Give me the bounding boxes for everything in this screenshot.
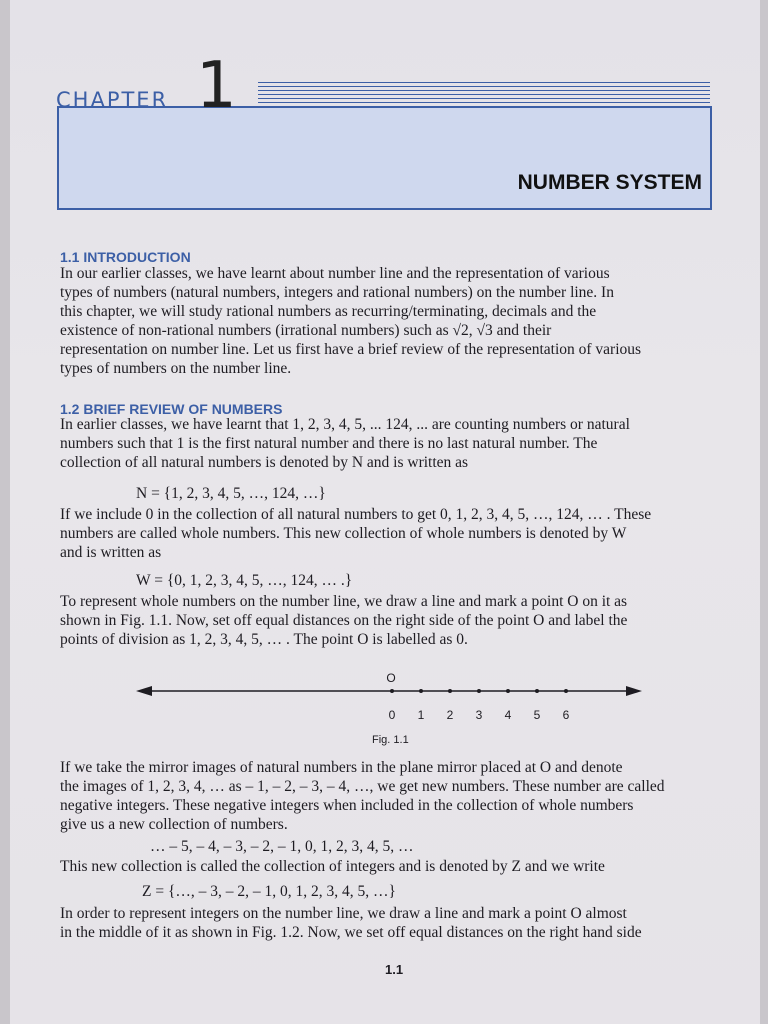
paragraph-line: This new collection is called the collection of integers and is denoted by Z and we write bbox=[60, 858, 605, 875]
integers-paragraph bbox=[60, 857, 716, 876]
paragraph-line: in the middle of it as shown in Fig. 1.2. Now, we set off equal distances on the right hand side bbox=[60, 924, 642, 941]
paragraph-line: this chapter, we will study rational numbers as recurring/terminating, decimals and the bbox=[60, 303, 597, 320]
tick-mark bbox=[390, 689, 394, 693]
tick-label: 5 bbox=[533, 708, 541, 722]
integer-representation-paragraph bbox=[60, 904, 716, 942]
left-arrowhead bbox=[136, 686, 152, 696]
paragraph-line: In earlier classes, we have learnt that 1, 2, 3, 4, 5, ... 124, ... are counting numbers or natural bbox=[60, 416, 630, 433]
paragraph-line: If we include 0 in the collection of all natural numbers to get 0, 1, 2, 3, 4, 5, …, 124, … . These bbox=[60, 506, 652, 523]
whole-numbers-set: W = {0, 1, 2, 3, 4, 5, …, 124, … .} bbox=[136, 572, 353, 589]
paragraph-line: negative integers. These negative integers when included in the collection of whole numbers bbox=[60, 797, 634, 814]
tick-mark bbox=[564, 689, 568, 693]
paragraph-line: types of numbers (natural numbers, integers and rational numbers) on the number line. In bbox=[60, 284, 614, 301]
integers-set: Z = {…, – 3, – 2, – 1, 0, 1, 2, 3, 4, 5, …} bbox=[142, 883, 396, 900]
section-heading-introduction: 1.1 INTRODUCTION bbox=[60, 249, 191, 265]
page-number: 1.1 bbox=[385, 962, 404, 977]
paragraph-line: shown in Fig. 1.1. Now, set off equal distances on the right side of the point O and label the bbox=[60, 612, 628, 629]
tick-label: 4 bbox=[504, 708, 512, 722]
right-arrowhead bbox=[626, 686, 642, 696]
paragraph-line: In our earlier classes, we have learnt about number line and the representation of various bbox=[60, 265, 610, 282]
tick-label: 1 bbox=[417, 708, 425, 722]
paragraph-line: collection of all natural numbers is denoted by N and is written as bbox=[60, 454, 469, 471]
natural-numbers-set: N = {1, 2, 3, 4, 5, …, 124, …} bbox=[136, 485, 326, 502]
paragraph-line: points of division as 1, 2, 3, 4, 5, … . The point O is labelled as 0. bbox=[60, 631, 468, 648]
paragraph-line: give us a new collection of numbers. bbox=[60, 816, 288, 833]
paragraph-line: representation on number line. Let us first have a brief review of the representation of various bbox=[60, 341, 642, 358]
tick-mark bbox=[477, 689, 481, 693]
paragraph-line: numbers such that 1 is the first natural number and there is no last natural number. The bbox=[60, 435, 598, 452]
section-heading-brief-review: 1.2 BRIEF REVIEW OF NUMBERS bbox=[60, 401, 283, 417]
figure-caption: Fig. 1.1 bbox=[372, 734, 409, 746]
tick-mark bbox=[535, 689, 539, 693]
paragraph-line: and is written as bbox=[60, 544, 162, 561]
chapter-title: NUMBER SYSTEM bbox=[517, 171, 702, 194]
chapter-number: 1 bbox=[196, 49, 237, 123]
integer-sequence: … – 5, – 4, – 3, – 2, – 1, 0, 1, 2, 3, 4, 5, … bbox=[150, 838, 414, 855]
tick-label: 3 bbox=[475, 708, 483, 722]
tick-mark bbox=[448, 689, 452, 693]
paragraph-line: numbers are called whole numbers. This new collection of whole numbers is denoted by W bbox=[60, 525, 627, 542]
paragraph-line: In order to represent integers on the number line, we draw a line and mark a point O almost bbox=[60, 905, 627, 922]
negative-integers-paragraph bbox=[60, 758, 716, 834]
point-o-label: O bbox=[386, 671, 396, 685]
tick-group bbox=[389, 689, 570, 722]
tick-label: 2 bbox=[446, 708, 454, 722]
tick-label: 0 bbox=[388, 708, 396, 722]
paragraph-line: types of numbers on the number line. bbox=[60, 360, 292, 377]
tick-mark bbox=[419, 689, 423, 693]
paragraph-line: To represent whole numbers on the number line, we draw a line and mark a point O on it as bbox=[60, 593, 628, 610]
tick-mark bbox=[506, 689, 510, 693]
tick-label: 6 bbox=[562, 708, 570, 722]
chapter-label: CHAPTER bbox=[56, 88, 169, 112]
paragraph-line: existence of non-rational numbers (irrational numbers) such as √2, √3 and their bbox=[60, 322, 552, 339]
paragraph-line: If we take the mirror images of natural numbers in the plane mirror placed at O and denote bbox=[60, 759, 623, 776]
paragraph-line: the images of 1, 2, 3, 4, … as – 1, – 2, – 3, – 4, …, we get new numbers. These number are called bbox=[60, 778, 665, 795]
